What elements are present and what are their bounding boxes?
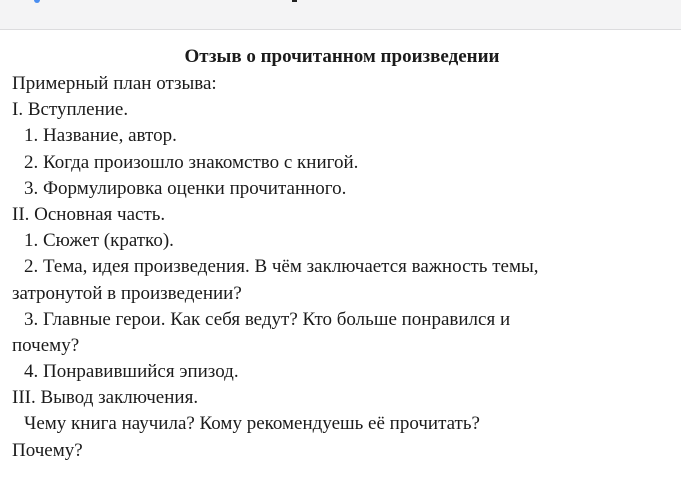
accent-icon <box>34 0 40 3</box>
list-item-continuation: почему? <box>12 334 80 356</box>
document-body <box>12 43 672 464</box>
list-item: 3. Формулировка оценки прочитанного. <box>24 177 347 199</box>
section-heading: III. Вывод заключения. <box>12 387 199 409</box>
toolbar-glyph-icon <box>292 0 297 2</box>
section-heading: II. Основная часть. <box>12 203 166 225</box>
list-item: 4. Понравившийся эпизод. <box>24 361 239 383</box>
list-item-continuation: затронутой в произведении? <box>12 282 242 304</box>
plan-intro: Примерный план отзыва: <box>12 73 217 94</box>
list-item: 2. Тема, идея произведения. В чём заключается важность темы, <box>24 256 539 278</box>
list-item: Чему книга научила? Кому рекомендуешь её прочитать? <box>24 413 480 435</box>
list-item: 1. Сюжет (кратко). <box>24 230 174 252</box>
document-title: Отзыв о прочитанном произведении <box>184 46 500 67</box>
list-item: 2. Когда произошло знакомство с книгой. <box>24 151 359 173</box>
list-item-continuation: Почему? <box>12 439 83 461</box>
list-item: 3. Главные герои. Как себя ведут? Кто больше понравился и <box>24 308 511 330</box>
app-top-bar <box>0 0 681 30</box>
section-heading: I. Вступление. <box>12 99 129 121</box>
list-item: 1. Название, автор. <box>24 125 177 147</box>
